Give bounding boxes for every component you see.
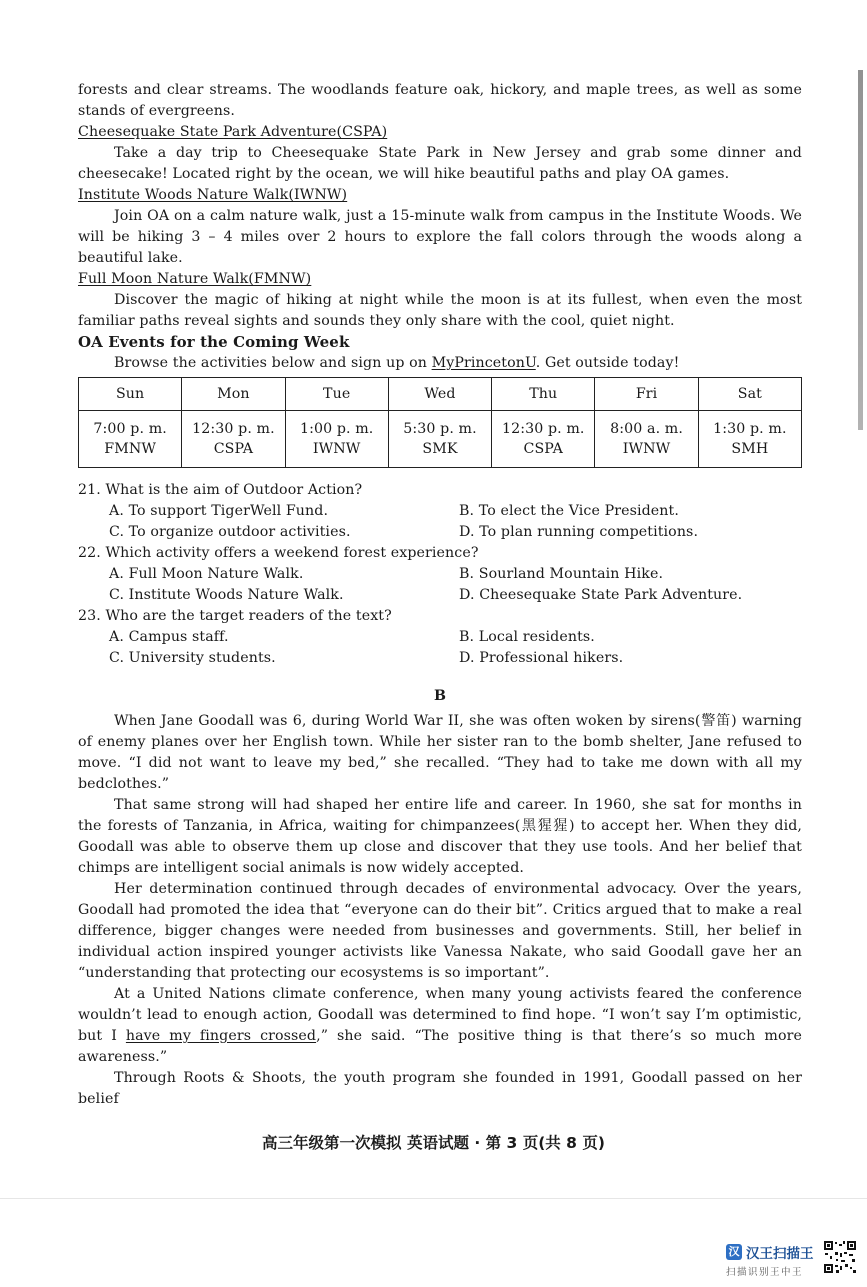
schedule-cell bbox=[388, 411, 491, 468]
event-code: CSPA bbox=[523, 441, 563, 457]
option-d[interactable]: D. Professional hikers. bbox=[459, 650, 624, 666]
event-time: 12:30 p. m. bbox=[192, 421, 275, 437]
scanner-name: 汉王扫描王 bbox=[746, 1246, 814, 1262]
option-row bbox=[78, 627, 802, 648]
option-b[interactable]: B. Sourland Mountain Hike. bbox=[459, 566, 664, 582]
schedule-cell bbox=[492, 411, 595, 468]
events-intro bbox=[78, 353, 802, 374]
question-stem: 21. What is the aim of Outdoor Action? bbox=[78, 482, 363, 498]
passage-b-paragraph: Her determination continued through decades of environmental advocacy. Over the years, Goodall had promoted the idea that “everyone can do their bit”. Critics argued that to make a real difference, bigger changes were needed from businesses and governments. Still, her belief in individual action inspired younger activists like Vanessa Nakate, who said Goodall gave her an “understanding that protecting our ecosystems is so important”. bbox=[78, 881, 802, 981]
scanner-watermark bbox=[726, 1242, 826, 1282]
schedule-cell bbox=[182, 411, 285, 468]
events-intro-before: Browse the activities below and sign up on bbox=[114, 355, 432, 371]
passage-b-label: B bbox=[433, 688, 447, 704]
p4-before: At a United Nations climate conference, when many young activists feared the conference wouldn’t lead to enough action, Goodall was determined to find hope. “I won’t say I’m optimistic, but I bbox=[78, 986, 802, 1044]
activity-iwnw bbox=[78, 185, 802, 269]
question-23 bbox=[78, 606, 802, 669]
option-d[interactable]: D. Cheesequake State Park Adventure. bbox=[459, 587, 743, 603]
event-code: FMNW bbox=[104, 441, 157, 457]
page-footer: 高三年级第一次模拟 英语试题 · 第 3 页(共 8 页) bbox=[262, 1134, 605, 1152]
activity-heading: Cheesequake State Park Adventure(CSPA) bbox=[78, 124, 388, 140]
p4-after: ,” she said. “The positive thing is that there’s so much more awareness.” bbox=[78, 1028, 802, 1065]
day-header: Tue bbox=[285, 378, 388, 411]
option-row bbox=[78, 501, 802, 522]
scanner-logo-icon: 汉 bbox=[726, 1244, 742, 1260]
day-header: Fri bbox=[595, 378, 698, 411]
option-d[interactable]: D. To plan running competitions. bbox=[459, 524, 699, 540]
option-a[interactable]: A. To support TigerWell Fund. bbox=[109, 503, 329, 519]
schedule-cell bbox=[79, 411, 182, 468]
event-time: 12:30 p. m. bbox=[501, 421, 585, 437]
day-header: Thu bbox=[492, 378, 595, 411]
day-header: Mon bbox=[182, 378, 285, 411]
option-row bbox=[78, 564, 802, 585]
scanner-slogan: 扫描识别王中王 bbox=[726, 1267, 804, 1278]
event-code: SMH bbox=[731, 441, 769, 457]
underlined-phrase: have my fingers crossed bbox=[125, 1028, 317, 1044]
schedule-cell bbox=[285, 411, 388, 468]
option-c[interactable]: C. To organize outdoor activities. bbox=[109, 524, 351, 540]
schedule-cell bbox=[595, 411, 698, 468]
question-stem: 22. Which activity offers a weekend forest experience? bbox=[78, 545, 479, 561]
activity-fmnw bbox=[78, 269, 802, 332]
events-schedule-table bbox=[78, 377, 802, 468]
passage-b-paragraph: When Jane Goodall was 6, during World War II, she was often woken by sirens(警笛) warning of enemy planes over her English town. While her sister ran to the bomb shelter, Jane refused to move. “I did not want to leave my bed,” she recalled. “They had to take me down with all my bedclothes.” bbox=[78, 713, 802, 792]
footer-divider bbox=[0, 1198, 867, 1199]
passage-b-paragraph: That same strong will had shaped her entire life and career. In 1960, she sat for months in the forests of Tanzania, in Africa, waiting for chimpanzees(黑猩猩) to accept her. When they did, Goodall was able to observe them up close and discover that they use tools. And her belief that chimps are intelligent social animals is now widely accepted. bbox=[78, 797, 802, 876]
question-21 bbox=[78, 480, 802, 543]
event-time: 1:30 p. m. bbox=[713, 421, 787, 437]
option-row bbox=[78, 585, 802, 606]
activity-cspa bbox=[78, 122, 802, 185]
myprincetonu-link[interactable]: MyPrincetonU bbox=[431, 355, 536, 371]
day-header: Wed bbox=[388, 378, 491, 411]
question-stem: 23. Who are the target readers of the text? bbox=[78, 608, 392, 624]
event-code: IWNW bbox=[312, 441, 361, 457]
activity-heading: Full Moon Nature Walk(FMNW) bbox=[78, 271, 312, 287]
option-b[interactable]: B. To elect the Vice President. bbox=[459, 503, 679, 519]
event-code: SMK bbox=[422, 441, 458, 457]
activity-body: Discover the magic of hiking at night while the moon is at its fullest, when even the most familiar paths reveal sights and sounds they only share with the cool, quiet night. bbox=[78, 292, 802, 329]
event-time: 8:00 a. m. bbox=[610, 421, 683, 437]
event-time: 7:00 p. m. bbox=[93, 421, 167, 437]
schedule-cell bbox=[698, 411, 801, 468]
schedule-row bbox=[79, 411, 802, 468]
passage-a-intro-continued: forests and clear streams. The woodlands feature oak, hickory, and maple trees, as well as some stands of evergreens. bbox=[78, 82, 802, 119]
activity-body: Join OA on a calm nature walk, just a 15-minute walk from campus in the Institute Woods. We will be hiking 3 – 4 miles over 2 hours to explore the fall colors through the woods along a beautiful lake. bbox=[78, 208, 802, 266]
activity-body: Take a day trip to Cheesequake State Park in New Jersey and grab some dinner and cheesecake! Located right by the ocean, we will hike beautiful paths and play OA games. bbox=[78, 145, 802, 182]
option-a[interactable]: A. Full Moon Nature Walk. bbox=[109, 566, 304, 582]
event-code: CSPA bbox=[213, 441, 254, 457]
option-b[interactable]: B. Local residents. bbox=[459, 629, 595, 645]
events-title: OA Events for the Coming Week bbox=[78, 333, 350, 351]
question-22 bbox=[78, 543, 802, 606]
event-code: IWNW bbox=[622, 441, 671, 457]
option-a[interactable]: A. Campus staff. bbox=[109, 629, 229, 645]
schedule-header-row bbox=[79, 378, 802, 411]
scan-edge-mark bbox=[858, 70, 863, 430]
passage-b-paragraph: Through Roots & Shoots, the youth program she founded in 1991, Goodall passed on her belief bbox=[78, 1070, 802, 1107]
event-time: 5:30 p. m. bbox=[403, 421, 477, 437]
activity-heading: Institute Woods Nature Walk(IWNW) bbox=[78, 187, 348, 203]
option-c[interactable]: C. Institute Woods Nature Walk. bbox=[109, 587, 344, 603]
event-time: 1:00 p. m. bbox=[299, 421, 374, 437]
option-c[interactable]: C. University students. bbox=[109, 650, 276, 666]
qr-code-icon bbox=[823, 1240, 857, 1274]
day-header: Sat bbox=[698, 378, 801, 411]
option-row bbox=[78, 648, 802, 669]
events-intro-after: . Get outside today! bbox=[535, 355, 680, 371]
passage-b-paragraph bbox=[78, 984, 802, 1068]
day-header: Sun bbox=[79, 378, 182, 411]
page-content bbox=[78, 80, 802, 1110]
option-row bbox=[78, 522, 802, 543]
